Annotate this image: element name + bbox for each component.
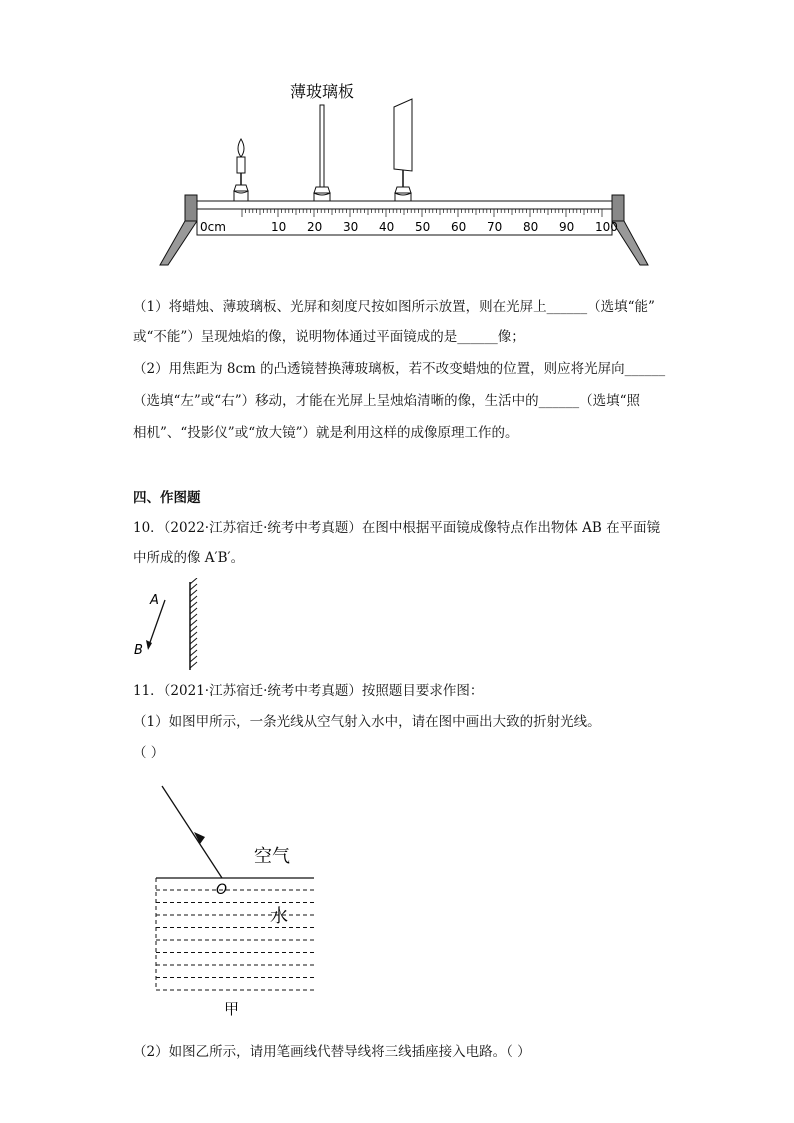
water-region [156, 878, 314, 990]
q9-part1-line2: 或“不能”）呈现烛焰的像，说明物体通过平面镜成的是______像； [133, 329, 525, 345]
mirror-hatch-line [190, 608, 197, 614]
ruler-tick-label: 100 [595, 220, 618, 234]
label-water: 水 [270, 906, 288, 927]
mirror-hatch-line [190, 578, 197, 584]
mirror-hatch-line [190, 626, 197, 632]
meter-rail [160, 195, 648, 265]
ruler-tick-label: 10 [271, 220, 287, 234]
ruler-tick-label: 80 [523, 220, 539, 234]
ruler-tick-label: 70 [487, 220, 503, 234]
q11-part1: （1）如图甲所示，一条光线从空气射入水中，请在图中画出大致的折射光线。 [133, 714, 601, 730]
mirror-figure [128, 578, 218, 674]
mirror-hatch-line [190, 590, 197, 596]
glass-plate-label: 薄玻璃板 [290, 82, 355, 101]
mirror-hatch-line [190, 620, 197, 626]
q9-part1-line1: （1）将蜡烛、薄玻璃板、光屏和刻度尺按如图所示放置，则在光屏上______（选填“能” [133, 299, 655, 315]
q11-paren1: （ ） [133, 745, 165, 761]
label-a: A [150, 593, 159, 608]
q11-part2: （2）如图乙所示，请用笔画线代替导线将三线插座接入电路。（ ） [133, 1044, 531, 1060]
candle [234, 139, 248, 203]
q10-line1: 10．（2022·江苏宿迁·统考中考真题）在图中根据平面镜成像特点作出物体 AB 在平面镜 [133, 520, 661, 536]
mirror-hatch-line [190, 638, 197, 644]
mirror-hatch-line [190, 584, 197, 590]
q9-part2-line3: 相机”、“投影仪”或“放大镜”）就是利用这样的成像原理工作的。 [133, 425, 519, 441]
q9-part2-line2: （选填“左”或“右”）移动，才能在光屏上呈烛焰清晰的像，生活中的______（选填“照 [133, 393, 641, 409]
mirror-hatch-line [190, 662, 197, 668]
label-b: B [134, 643, 143, 658]
mirror-hatch-line [190, 650, 197, 656]
label-o: O [216, 882, 228, 898]
glass-plate [314, 105, 330, 203]
ruler-tick-label: 40 [379, 220, 395, 234]
mirror-hatch-line [190, 602, 197, 608]
light-screen [394, 99, 412, 203]
incident-ray [162, 786, 222, 878]
mirror-hatch-line [190, 614, 197, 620]
mirror-hatch-line [190, 656, 197, 662]
ruler-tick-label: 90 [559, 220, 575, 234]
mirror-hatch-line [190, 596, 197, 602]
mirror-hatch-line [190, 632, 197, 638]
label-air: 空气 [254, 846, 290, 867]
q11-line1: 11．（2021·江苏宿迁·统考中考真题）按照题目要求作图： [133, 683, 484, 699]
ruler-tick-label: 30 [343, 220, 359, 234]
q10-line2: 中所成的像 A′B′。 [133, 550, 245, 566]
figure-caption: 甲 [224, 1000, 240, 1018]
mirror-hatch-line [190, 644, 197, 650]
ruler-tick-label: 0cm [200, 220, 226, 234]
optical-bench-figure [150, 75, 660, 275]
ruler-tick-label: 60 [451, 220, 467, 234]
ruler-tick-label: 20 [307, 220, 323, 234]
refraction-figure [150, 782, 330, 1022]
q9-part2-line1: （2）用焦距为 8cm 的凸透镜替换薄玻璃板，若不改变蜡烛的位置，则应将光屏向______ [133, 361, 666, 377]
ruler-tick-label: 50 [415, 220, 431, 234]
section-title: 四、作图题 [133, 490, 201, 506]
